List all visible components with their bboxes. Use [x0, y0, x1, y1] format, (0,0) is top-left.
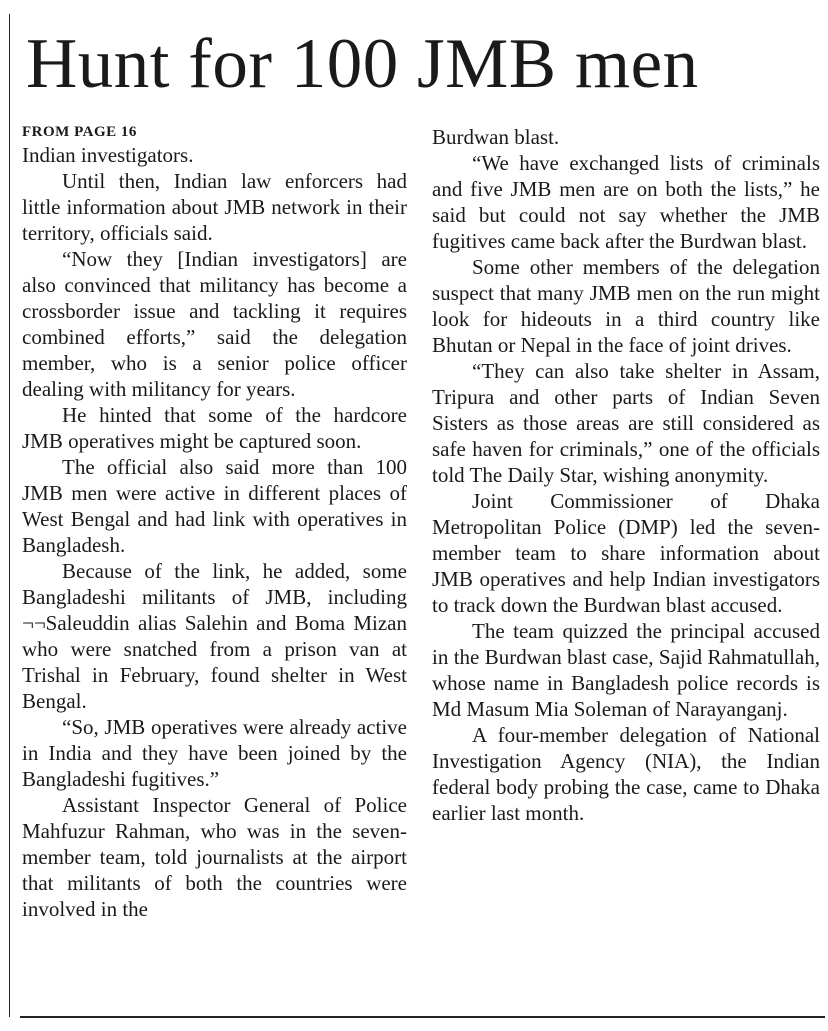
- paragraph: “We have exchanged lists of criminals and five JMB men are on both the lists,” he said but could not say whether the JMB fugitives came back after the Burdwan blast.: [432, 151, 820, 253]
- paragraph: He hinted that some of the hardcore JMB operatives might be captured soon.: [22, 403, 407, 453]
- paragraph: Because of the link, he added, some Bangladeshi militants of JMB, including ¬¬Saleuddin alias Salehin and Boma Mizan who were snatched from a prison van at Trishal in February, found shelter in West Bengal.: [22, 559, 407, 713]
- paragraph: The team quizzed the principal accused in the Burdwan blast case, Sajid Rahmatullah, whose name in Bangladesh police records is Md Masum Mia Soleman of Narayanganj.: [432, 619, 820, 721]
- paragraph: The official also said more than 100 JMB men were active in different places of West Bengal and had link with operatives in Bangladesh.: [22, 455, 407, 557]
- headline: Hunt for 100 JMB men: [26, 25, 699, 103]
- article-column-left: [22, 122, 407, 922]
- paragraph: Until then, Indian law enforcers had little information about JMB network in their territory, officials said.: [22, 169, 407, 245]
- paragraph: Indian investigators.: [22, 143, 194, 167]
- bottom-rule: [20, 1016, 825, 1018]
- paragraph: “So, JMB operatives were already active in India and they have been joined by the Bangladeshi fugitives.”: [22, 715, 407, 791]
- paragraph: Assistant Inspector General of Police Mahfuzur Rahman, who was in the seven-member team, told journalists at the airport that militants of both the countries were involved in the: [22, 793, 407, 921]
- paragraph: Some other members of the delegation suspect that many JMB men on the run might look for hideouts in a third country like Bhutan or Nepal in the face of joint drives.: [432, 255, 820, 357]
- left-column-rule: [9, 14, 10, 1017]
- paragraph: “Now they [Indian investigators] are also convinced that militancy has become a crossborder issue and tackling it requires combined efforts,” said the delegation member, who is a senior police officer dealing with militancy for years.: [22, 247, 407, 401]
- paragraph: Burdwan blast.: [432, 125, 560, 149]
- paragraph: A four-member delegation of National Investigation Agency (NIA), the Indian federal body probing the case, came to Dhaka earlier last month.: [432, 723, 820, 825]
- article-column-right: [432, 124, 820, 826]
- continuation-kicker: FROM PAGE 16: [22, 124, 137, 140]
- paragraph: Joint Commissioner of Dhaka Metropolitan Police (DMP) led the seven-member team to share information about JMB operatives and help Indian investigators to track down the Burdwan blast accused.: [432, 489, 820, 617]
- paragraph: “They can also take shelter in Assam, Tripura and other parts of Indian Seven Sisters as those areas are still considered as safe haven for criminals,” one of the officials told The Daily Star, wishing anonymity.: [432, 359, 820, 487]
